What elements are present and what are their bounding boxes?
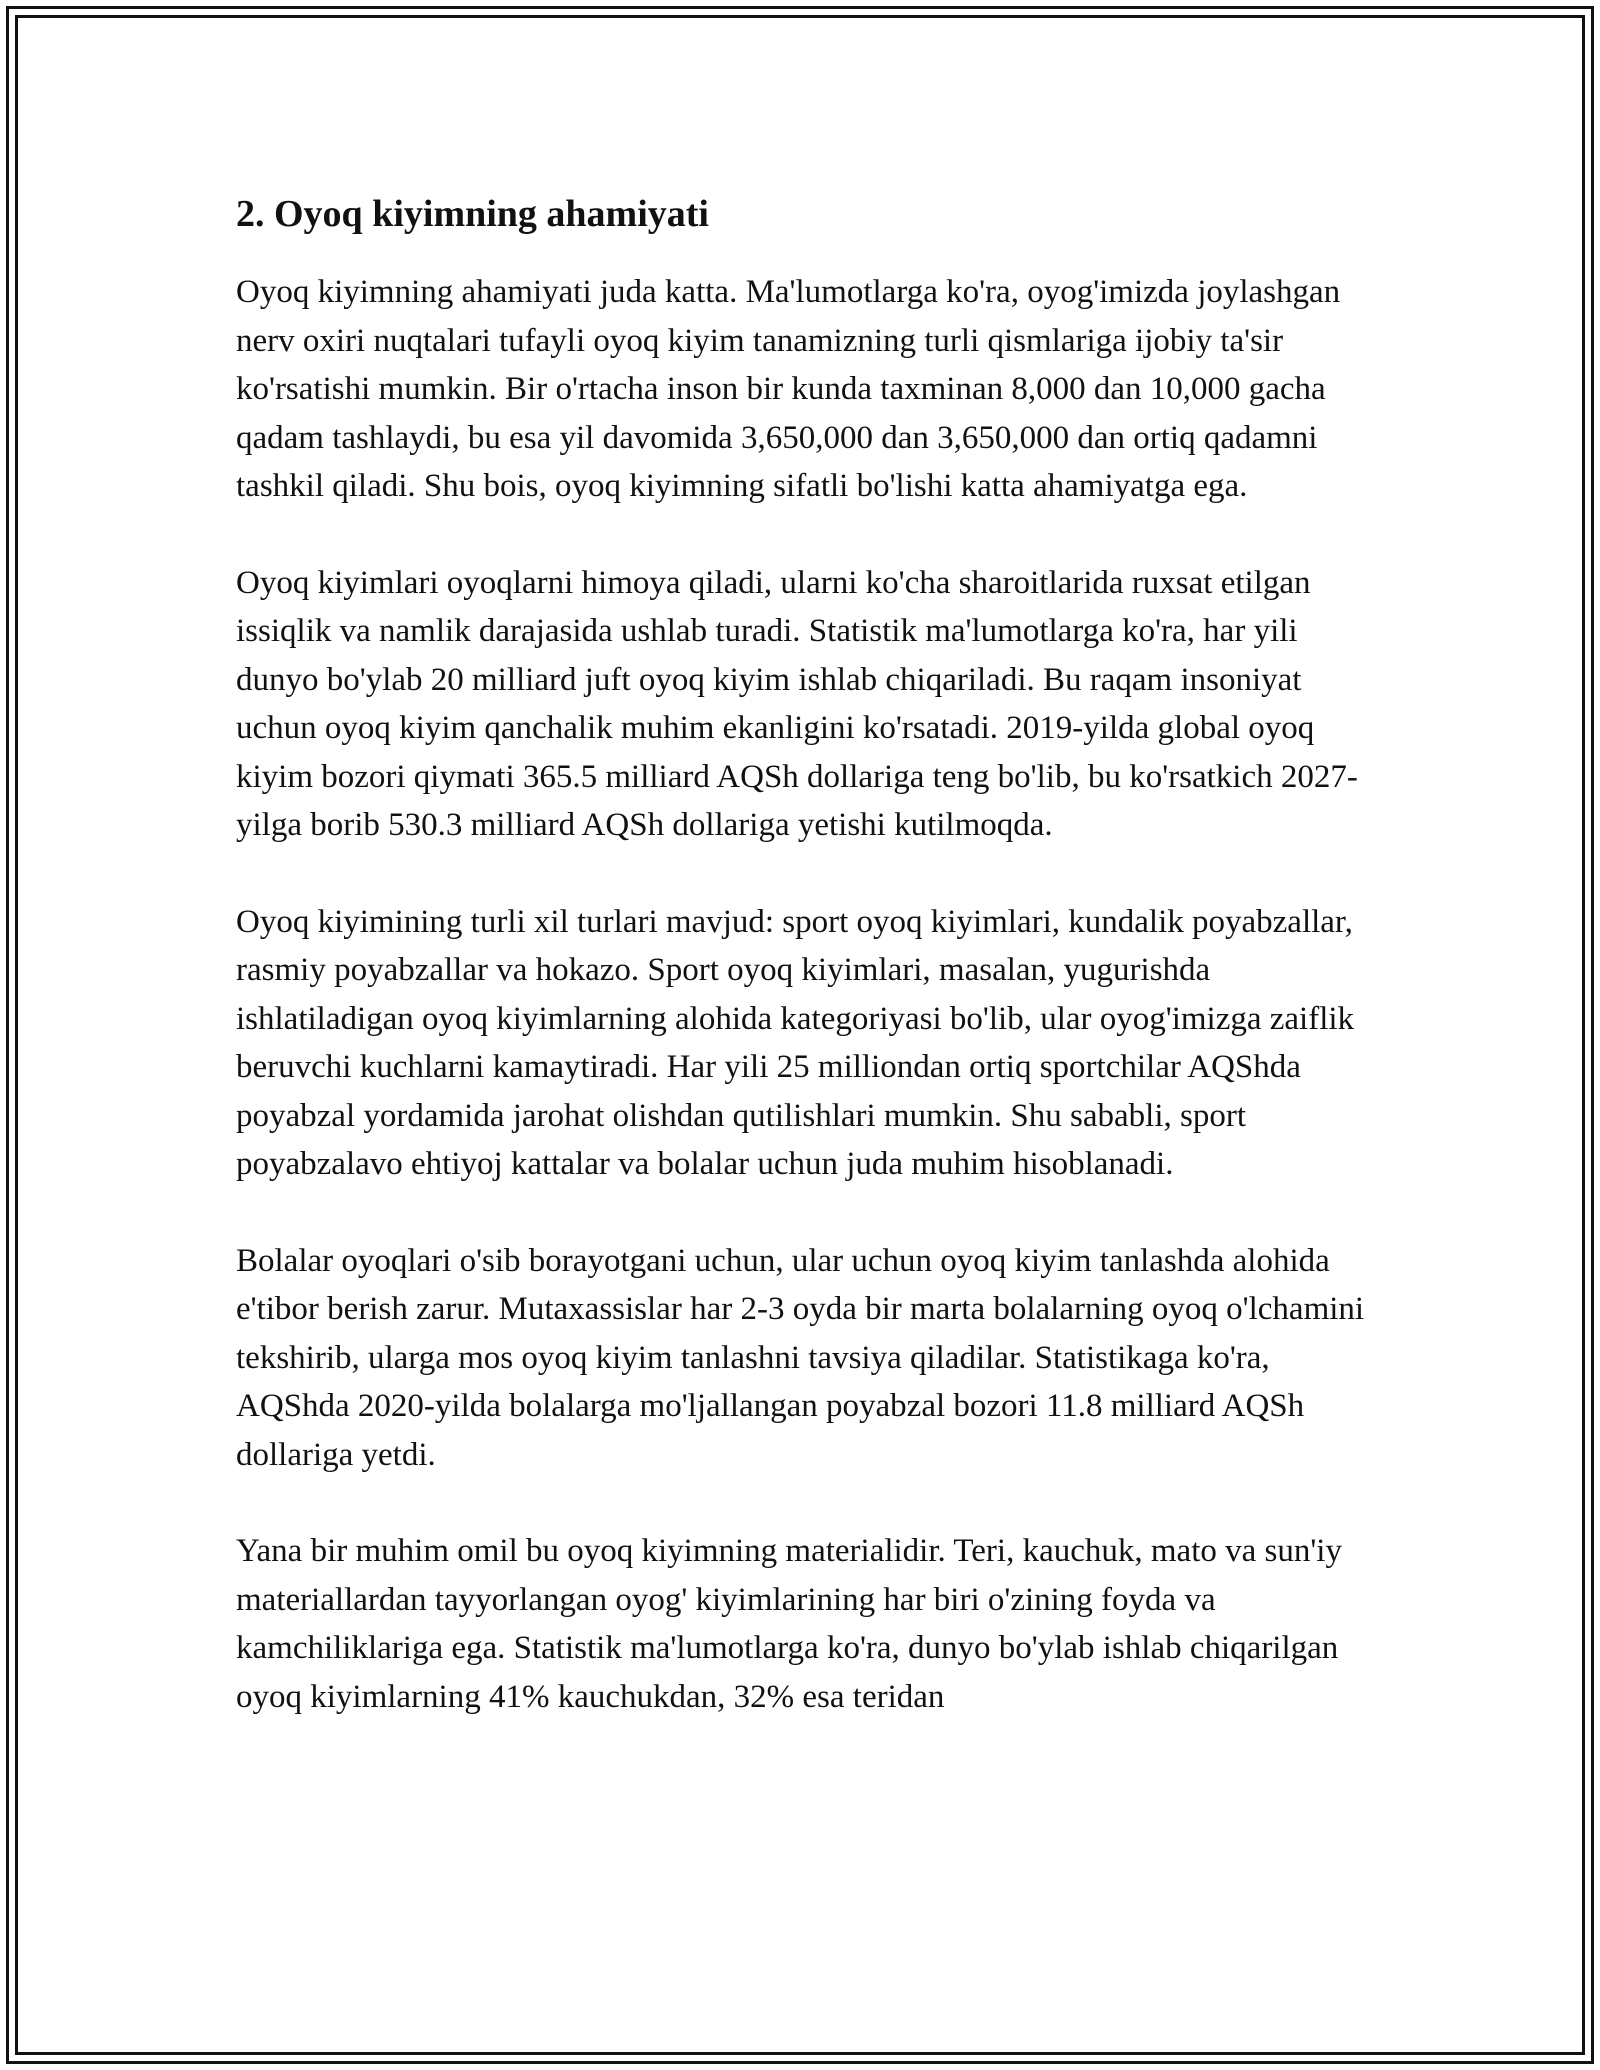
paragraph-5: Yana bir muhim omil bu oyoq kiyimning materialidir. Teri, kauchuk, mato va sun'iy materiallardan tayyorlangan oyog' kiyimlarining har biri o'zining foyda va kamchiliklariga ega. Statistik ma'lumotlarga ko'ra, dunyo bo'ylab ishlab chiqarilgan oyoq kiyimlarning 41% kauchukdan, 32% esa teridan [236, 1533, 1342, 1715]
document-body [236, 186, 1366, 1769]
paragraph-2: Oyoq kiyimlari oyoqlarni himoya qiladi, ularni ko'cha sharoitlarida ruxsat etilgan issiqlik va namlik darajasida ushlab turadi. Statistik ma'lumotlarga ko'ra, har yili dunyo bo'ylab 20 milliard juft oyoq kiyim ishlab chiqariladi. Bu raqam insoniyat uchun oyoq kiyim qanchalik muhim ekanligini ko'rsatadi. 2019-yilda global oyoq kiyim bozori qiymati 365.5 milliard AQSh dollariga teng bo'lib, bu ko'rsatkich 2027-yilga borib 530.3 milliard AQSh dollariga yetishi kutilmoqda. [236, 564, 1358, 843]
paragraph-4: Bolalar oyoqlari o'sib borayotgani uchun, ular uchun oyoq kiyim tanlashda alohida e'tibor berish zarur. Mutaxassislar har 2-3 oyda bir marta bolalarning oyoq o'lchamini tekshirib, ularga mos oyoq kiyim tanlashni tavsiya qiladilar. Statistikaga ko'ra, AQShda 2020-yilda bolalarga mo'ljallangan poyabzal bozori 11.8 milliard AQSh dollariga yetdi. [236, 1242, 1365, 1473]
section-heading: 2. Oyoq kiyimning ahamiyati [236, 193, 709, 235]
paragraph-1: Oyoq kiyimning ahamiyati juda katta. Ma'lumotlarga ko'ra, oyog'imizda joylashgan nerv oxiri nuqtalari tufayli oyoq kiyim tanamizning turli qismlariga ijobiy ta'sir ko'rsatishi mumkin. Bir o'rtacha inson bir kunda taxminan 8,000 dan 10,000 gacha qadam tashlaydi, bu esa yil davomida 3,650,000 dan 3,650,000 dan ortiq qadamni tashkil qiladi. Shu bois, oyoq kiyimning sifatli bo'lishi katta ahamiyatga ega. [236, 274, 1341, 504]
paragraph-3: Oyoq kiyimining turli xil turlari mavjud: sport oyoq kiyimlari, kundalik poyabzallar, rasmiy poyabzallar va hokazo. Sport oyoq kiyimlari, masalan, yugurishda ishlatiladigan oyoq kiyimlarning alohida kategoriyasi bo'lib, ular oyog'imizga zaiflik beruvchi kuchlarni kamaytiradi. Har yili 25 milliondan ortiq sportchilar AQShda poyabzal yordamida jarohat olishdan qutilishlari mumkin. Shu sababli, sport poyabzalavo ehtiyoj kattalar va bolalar uchun juda muhim hisoblanadi. [236, 903, 1355, 1182]
